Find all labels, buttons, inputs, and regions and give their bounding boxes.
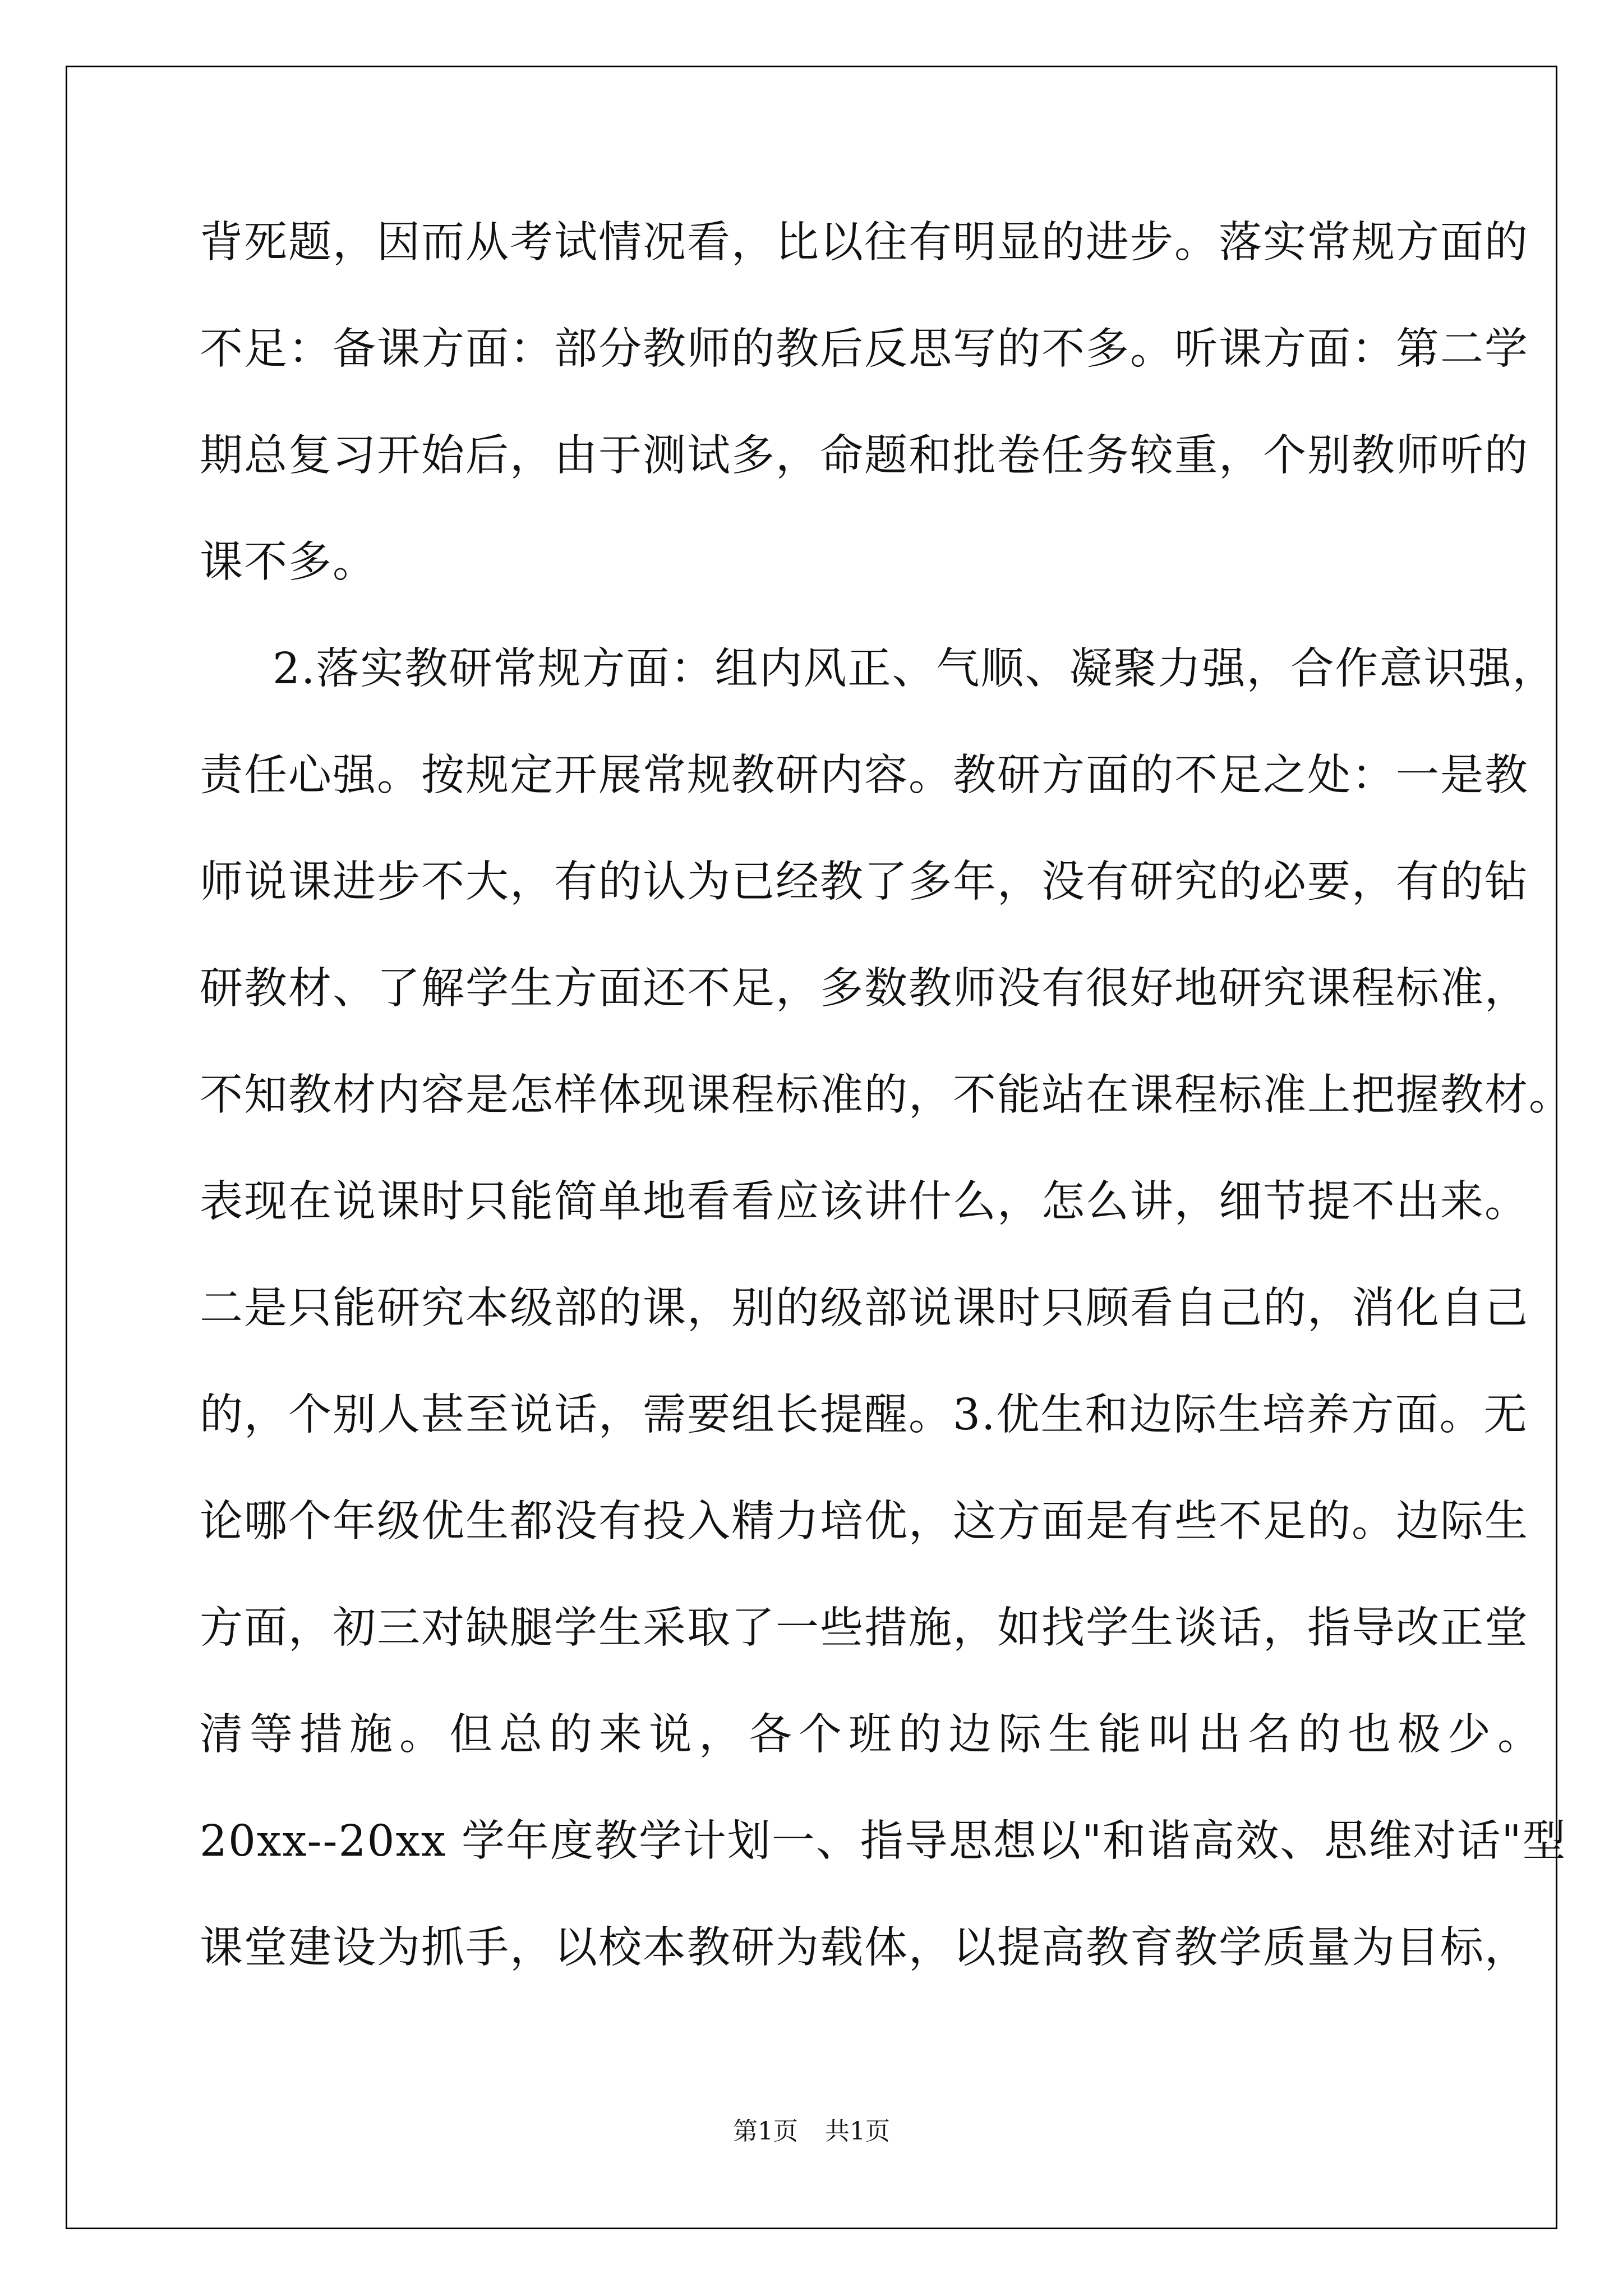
text-line: 期总复习开始后，由于测试多，命题和批卷任务较重，个别教师听的 bbox=[200, 431, 1529, 481]
text-line: 二是只能研究本级部的课，别的级部说课时只顾看自己的，消化自己 bbox=[200, 1283, 1529, 1333]
text-line: 师说课进步不大，有的认为已经教了多年，没有研究的必要，有的钻 bbox=[200, 857, 1529, 907]
page-count: 共1页 bbox=[825, 2117, 890, 2146]
text-line: 论哪个年级优生都没有投入精力培优，这方面是有些不足的。边际生 bbox=[200, 1497, 1529, 1547]
text-line: 清等措施。但总的来说，各个班的边际生能叫出名的也极少。 bbox=[200, 1710, 1547, 1760]
text-line: 的，个别人甚至说话，需要组长提醒。3.优生和边际生培养方面。无 bbox=[200, 1390, 1528, 1440]
text-line: 不足：备课方面：部分教师的教后反思写的不多。听课方面：第二学 bbox=[200, 324, 1529, 374]
text-line: 表现在说课时只能简单地看看应该讲什么，怎么讲，细节提不出来。 bbox=[200, 1177, 1529, 1227]
text-line: 责任心强。按规定开展常规教研内容。教研方面的不足之处：一是教 bbox=[200, 751, 1529, 800]
text-line: 2.落实教研常规方面：组内风正、气顺、凝聚力强，合作意识强， bbox=[273, 644, 1557, 694]
text-line: 20xx--20xx 学年度教学计划一、指导思想以"和谐高效、思维对话"型 bbox=[200, 1816, 1567, 1866]
text-line: 课不多。 bbox=[200, 537, 377, 587]
text-line: 方面，初三对缺腿学生采取了一些措施，如找学生谈话，指导改正堂 bbox=[200, 1603, 1529, 1653]
document-body bbox=[200, 216, 1573, 2028]
text-line: 课堂建设为抓手，以校本教研为载体，以提高教育教学质量为目标， bbox=[200, 1923, 1529, 1973]
page-number: 第1页 bbox=[733, 2117, 798, 2146]
text-line: 研教材、了解学生方面还不足，多数教师没有很好地研究课程标准， bbox=[200, 964, 1529, 1014]
page-footer bbox=[0, 2115, 1623, 2148]
text-line: 背死题，因而从考试情况看，比以往有明显的进步。落实常规方面的 bbox=[200, 218, 1529, 268]
text-line: 不知教材内容是怎样体现课程标准的，不能站在课程标准上把握教材。 bbox=[200, 1070, 1573, 1120]
